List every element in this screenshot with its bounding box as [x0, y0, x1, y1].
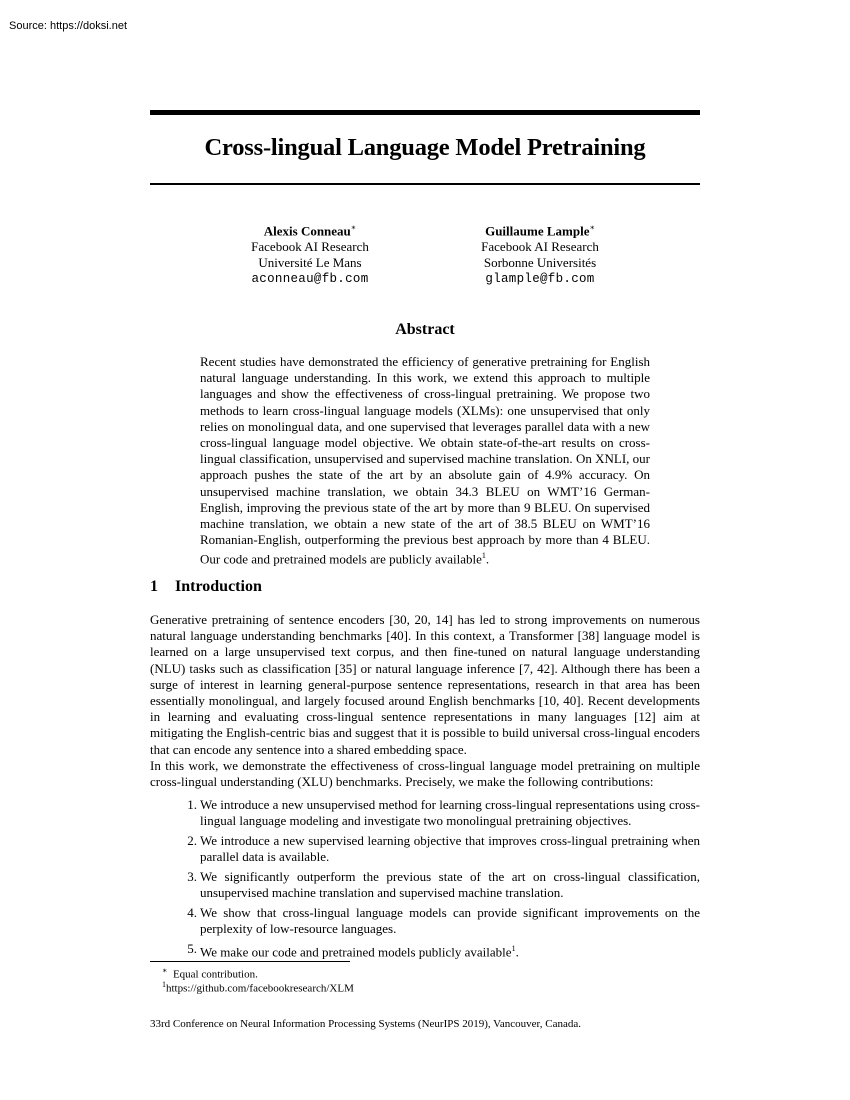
footnote-mark: ∗ [162, 966, 168, 975]
author-block-1 [210, 220, 410, 287]
author-name: Guillaume Lample [485, 223, 590, 239]
source-label: Source: https://doksi.net [9, 20, 128, 32]
author-email[interactable]: aconneau@fb.com [251, 272, 369, 287]
conference-note: 33rd Conference on Neural Information Processing Systems (NeurIPS 2019), Vancouver, Canada. [150, 1018, 582, 1030]
list-text: We introduce a new supervised learning objective that improves cross-lingual pretraining when parallel data is available. [200, 832, 700, 865]
list-item [150, 797, 700, 829]
footnote-text: Equal contribution. [172, 968, 258, 981]
list-number: 2. [187, 832, 197, 848]
list-text: We show that cross-lingual language models can provide significant improvements on the perplexity of low-resource languages. [200, 904, 700, 936]
abstract-end: . [485, 551, 490, 567]
intro-paragraph-2: In this work, we demonstrate the effectiveness of cross-lingual language model pretraining on multiple cross-lingual understanding (XLU) benchmarks. Precisely, we make the following contributions: [150, 758, 700, 790]
abstract-body: Recent studies have demonstrated the efficiency of generative pretraining for English natural language understanding. In this work, we extend this approach to multiple languages and show the effectiveness of cross-lingual pretraining. We propose two methods to learn cross-lingual language models (XLMs): one unsupervised that only relies on monolingual data, and one supervised that leverages parallel data with a new cross-lingual language model objective. We obtain state-of-the-art results on cross-lingual classification, unsupervised and supervised machine translation. On XNLI, our approach pushes the state of the art by an absolute gain of 4.9% accuracy. On unsupervised machine translation, we obtain 34.3 BLEU on WMT’16 German-English, improving the previous state of the art by more than 9 BLEU. On supervised machine translation, we obtain a new state of the art of 38.5 BLEU on WMT’16 Romanian-English, outperforming the previous best approach by more than 4 BLEU. Our code and pretrained models are publicly available [200, 354, 650, 567]
footnote-link[interactable]: https://github.com/facebookresearch/XLM [166, 982, 354, 995]
list-text: We significantly outperform the previous state of the art on cross-lingual classification, unsupervised machine translation and supervised machine translation. [200, 868, 700, 901]
list-number: 5. [187, 940, 197, 956]
list-end: . [515, 943, 519, 959]
author-affiliation: Facebook AI Research [251, 239, 369, 255]
section-number: 1 [150, 578, 158, 595]
footnote-mark: 1 [162, 980, 166, 989]
author-block-2 [440, 220, 640, 287]
author-email[interactable]: glample@fb.com [485, 272, 595, 287]
footnote-ref[interactable]: 1 [511, 943, 516, 953]
section-title: Introduction [175, 578, 262, 595]
author-affiliation: Facebook AI Research [481, 239, 599, 255]
author-name: Alexis Conneau [263, 223, 351, 239]
list-number: 3. [187, 868, 197, 884]
list-text: We introduce a new unsupervised method for learning cross-lingual representations using cross-lingual language modeling and investigate two monolingual pretraining objectives. [200, 797, 700, 829]
footnote [162, 978, 354, 996]
author-affiliation: Sorbonne Universités [483, 255, 597, 271]
title-rule-top [150, 110, 700, 115]
paper-title: Cross-lingual Language Model Pretraining [204, 134, 646, 161]
intro-paragraph-1: Generative pretraining of sentence encoders [30, 20, 14] has led to strong improvements on numerous natural language understanding benchmarks [40]. In this context, a Transformer [38] language model is learned on a large unsupervised text corpus, and then fine-tuned on natural language understanding (NLU) tasks such as classification [35] or natural language inference [7, 42]. Although there has been a surge of interest in learning general-purpose sentence representations, research in that area has been essentially monolingual, and largely focused around English benchmarks [10, 40]. Recent developments in learning and evaluating cross-lingual sentence representations in many languages [12] aim at mitigating the English-centric bias and suggest that it is possible to build universal cross-lingual encoders that can encode any sentence into a shared embedding space. [150, 612, 700, 757]
footnote-ref[interactable]: 1 [481, 551, 486, 561]
author-affiliation: Université Le Mans [258, 255, 362, 271]
list-item [150, 905, 700, 937]
list-item [150, 941, 700, 961]
title-rule-bottom [150, 183, 700, 185]
abstract-heading: Abstract [395, 321, 455, 338]
author-mark: ∗ [589, 223, 595, 232]
list-number: 4. [187, 904, 197, 920]
list-item [150, 869, 700, 901]
contributions-list [150, 797, 700, 964]
list-text: We make our code and pretrained models publicly available [200, 943, 512, 959]
footnote-rule [150, 961, 350, 962]
list-item [150, 833, 700, 865]
section-heading [150, 578, 262, 596]
author-mark: ∗ [350, 223, 357, 232]
list-number: 1. [187, 797, 197, 812]
abstract-text [200, 354, 650, 568]
